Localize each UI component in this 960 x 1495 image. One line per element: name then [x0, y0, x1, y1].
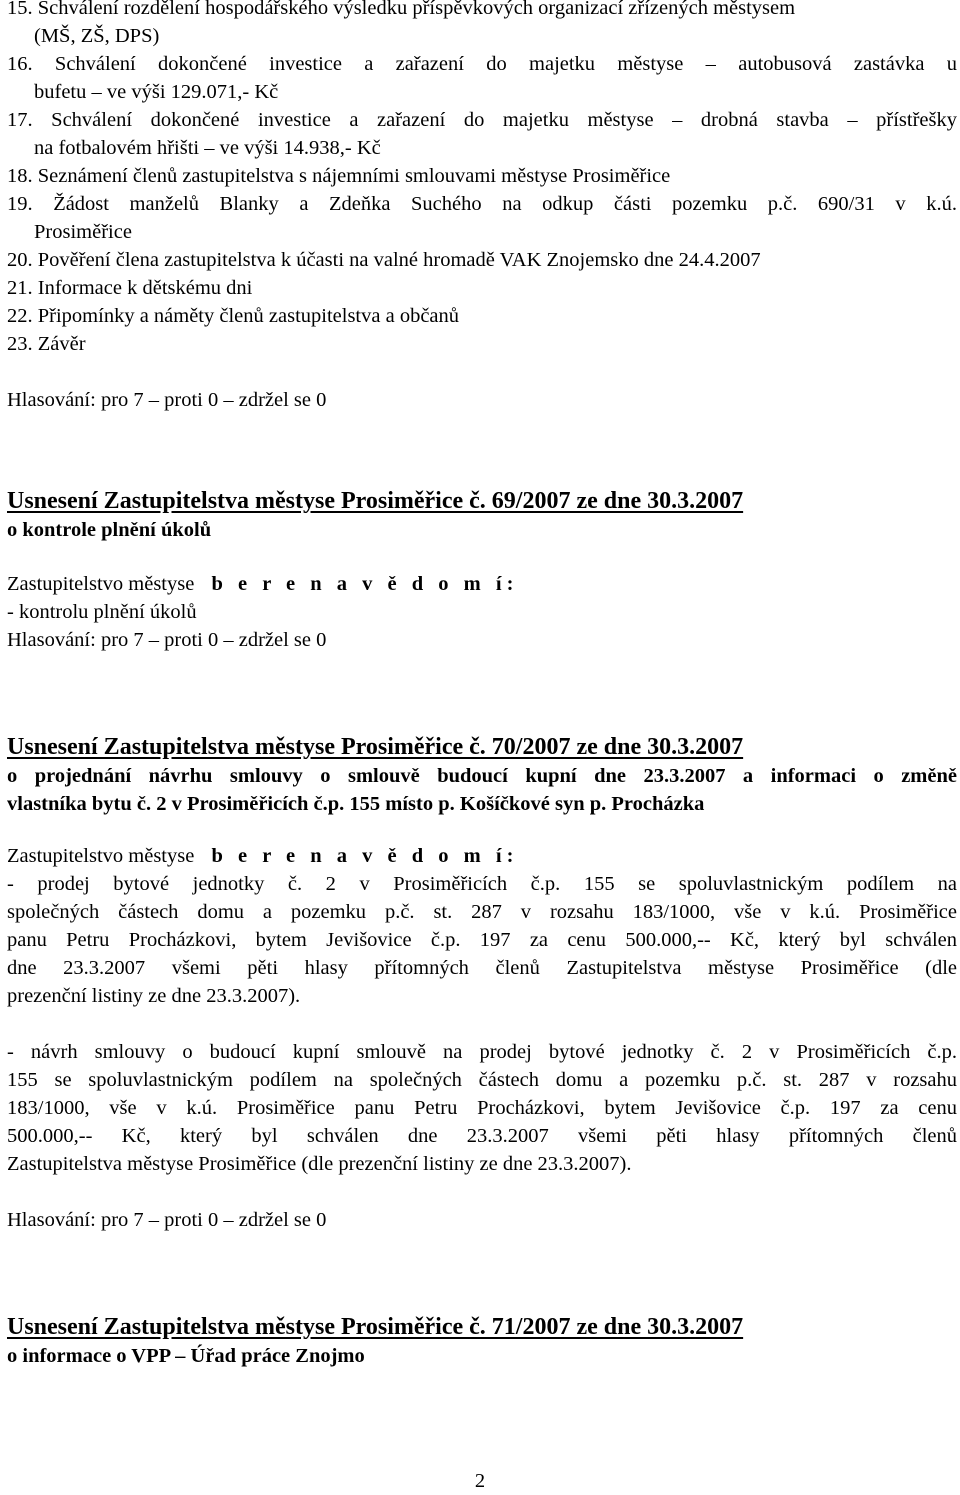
- resolution-70-intro: Zastupitelstvo městyse: [7, 845, 195, 867]
- resolution-69: [7, 486, 957, 654]
- paragraph-line: dne 23.3.2007 všemi pěti hlasy přítomných členů Zastupitelstva městyse Prosiměřice (dle: [7, 957, 957, 979]
- resolution-70-heading: Usnesení Zastupitelstva městyse Prosiměřice č. 70/2007 ze dne 30.3.2007: [7, 734, 744, 760]
- agenda-item-21: 21. Informace k dětskému dni: [7, 277, 253, 299]
- agenda-item-20: 20. Pověření člena zastupitelstva k účasti na valné hromadě VAK Znojemsko dne 24.4.2007: [7, 249, 761, 271]
- paragraph-line: - prodej bytové jednotky č. 2 v Prosiměřicích č.p. 155 se spoluvlastnickým podílem na: [7, 873, 957, 895]
- paragraph-line: prezenční listiny ze dne 23.3.2007).: [7, 985, 301, 1007]
- agenda-item-15-cont: (MŠ, ZŠ, DPS): [34, 25, 160, 47]
- paragraph-line: 155 se spoluvlastnickým podílem na společných částech domu a pozemku p.č. st. 287 v rozsahu: [7, 1069, 957, 1091]
- resolution-70-point-2: [7, 1038, 957, 1178]
- resolution-71-subject: o informace o VPP – Úřad práce Znojmo: [7, 1345, 365, 1367]
- resolution-70-verb: b e r e n a v ě d o m í:: [211, 845, 519, 867]
- resolution-69-statement: [7, 570, 957, 598]
- agenda-item-15: 15. Schválení rozdělení hospodářského výsledku příspěvkových organizací zřízených městysem: [7, 0, 796, 19]
- paragraph-line: společných částech domu a pozemku p.č. st. 287 v rozsahu 183/1000, vše v k.ú. Prosiměřice: [7, 901, 957, 923]
- agenda-item-19-cont: Prosiměřice: [34, 221, 132, 243]
- resolution-69-intro: Zastupitelstvo městyse: [7, 573, 195, 595]
- agenda-item-22: 22. Připomínky a náměty členů zastupitelstva a občanů: [7, 305, 460, 327]
- paragraph-line: 500.000,-- Kč, který byl schválen dne 23.3.2007 všemi pěti hlasy přítomných členů: [7, 1125, 957, 1147]
- paragraph-line: Zastupitelstva městyse Prosiměřice (dle prezenční listiny ze dne 23.3.2007).: [7, 1153, 632, 1175]
- resolution-71: [7, 1312, 957, 1370]
- paragraph-line: panu Petru Procházkovi, bytem Jevišovice č.p. 197 za cenu 500.000,-- Kč, který byl schválen: [7, 929, 957, 951]
- resolution-70: [7, 732, 957, 1234]
- agenda-list: [7, 0, 957, 358]
- agenda-item-23: 23. Závěr: [7, 333, 86, 355]
- resolution-69-subject: o kontrole plnění úkolů: [7, 519, 212, 541]
- paragraph-line: - návrh smlouvy o budoucí kupní smlouvě na prodej bytové jednotky č. 2 v Prosiměřicích č.p.: [7, 1041, 957, 1063]
- resolution-70-point-1: [7, 870, 957, 1010]
- agenda-item-16-cont: bufetu – ve výši 129.071,- Kč: [34, 81, 279, 103]
- resolution-70-statement: [7, 842, 957, 870]
- agenda-item-17: 17. Schválení dokončené investice a zařazení do majetku městyse – drobná stavba – přístřešky: [7, 109, 957, 131]
- document-page: [7, 0, 957, 1370]
- resolution-70-subject-2: vlastníka bytu č. 2 v Prosiměřicích č.p. 155 místo p. Košíčkové syn p. Procházka: [7, 793, 705, 815]
- resolution-69-verb: b e r e n a v ě d o m í:: [211, 573, 519, 595]
- resolution-69-point: - kontrolu plnění úkolů: [7, 601, 197, 623]
- agenda-item-16: 16. Schválení dokončené investice a zařazení do majetku městyse – autobusová zastávka u: [7, 53, 957, 75]
- resolution-69-vote: Hlasování: pro 7 – proti 0 – zdržel se 0: [7, 629, 327, 651]
- resolution-69-heading: Usnesení Zastupitelstva městyse Prosiměřice č. 69/2007 ze dne 30.3.2007: [7, 488, 744, 514]
- resolution-71-heading: Usnesení Zastupitelstva městyse Prosiměřice č. 71/2007 ze dne 30.3.2007: [7, 1314, 744, 1340]
- agenda-item-17-cont: na fotbalovém hřišti – ve výši 14.938,- Kč: [34, 137, 381, 159]
- paragraph-line: 183/1000, vše v k.ú. Prosiměřice panu Petru Procházkovi, bytem Jevišovice č.p. 197 za cenu: [7, 1097, 957, 1119]
- page-number: 2: [474, 1470, 486, 1492]
- agenda-vote: Hlasování: pro 7 – proti 0 – zdržel se 0: [7, 389, 327, 411]
- resolution-70-subject-1: o projednání návrhu smlouvy o smlouvě budoucí kupní dne 23.3.2007 a informaci o změně: [7, 765, 957, 787]
- resolution-70-vote: Hlasování: pro 7 – proti 0 – zdržel se 0: [7, 1209, 327, 1231]
- agenda-item-19: 19. Žádost manželů Blanky a Zdeňka Suchého na odkup části pozemku p.č. 690/31 v k.ú.: [7, 193, 957, 215]
- agenda-item-18: 18. Seznámení členů zastupitelstva s nájemními smlouvami městyse Prosiměřice: [7, 165, 671, 187]
